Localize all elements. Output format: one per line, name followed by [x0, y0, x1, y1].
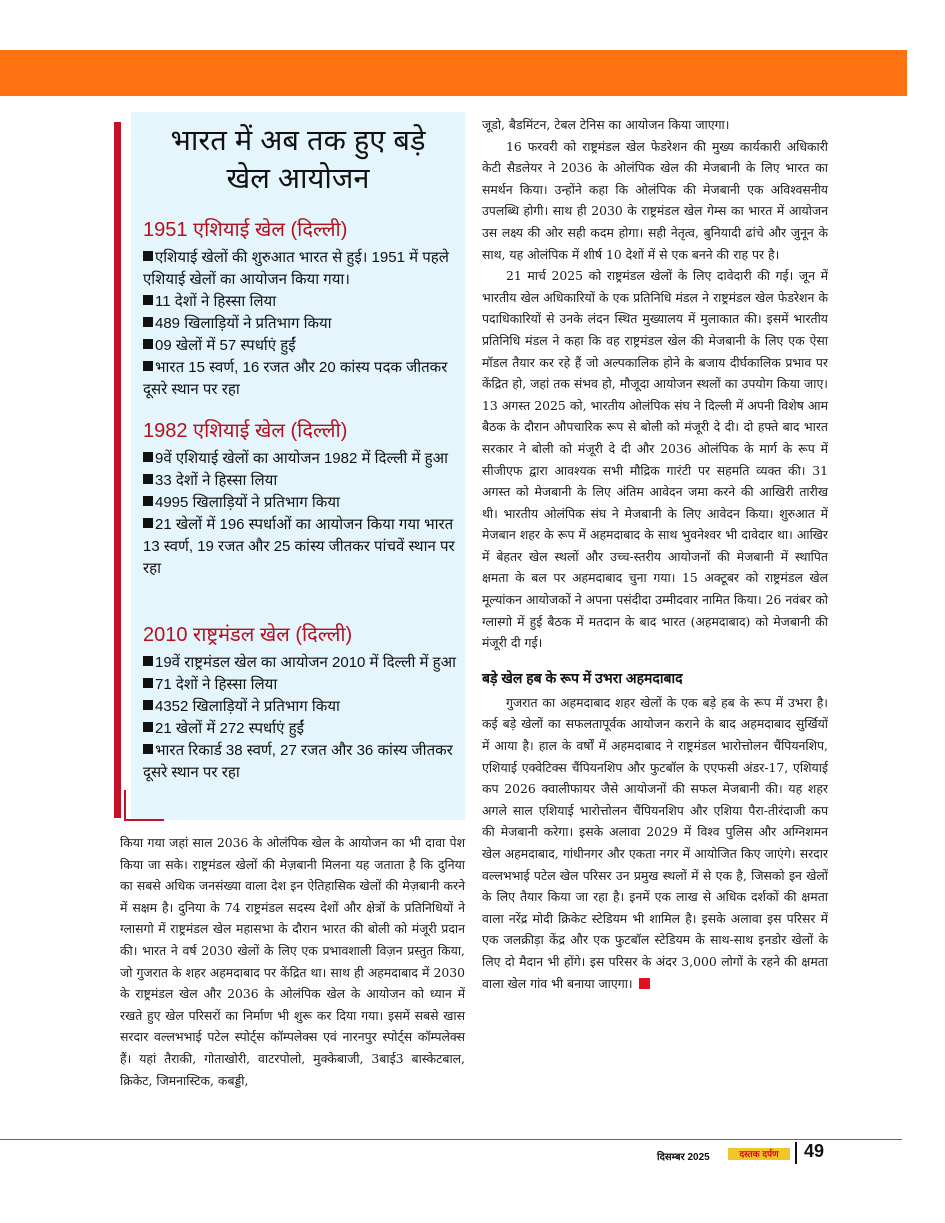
end-of-article-icon	[639, 978, 650, 989]
fact-item: 11 देशों ने हिस्सा लिया	[143, 291, 463, 313]
top-color-band	[0, 50, 907, 96]
fact-item: भारत 15 स्वर्ण, 16 रजत और 20 कांस्य पदक जीतकर दूसरे स्थान पर रहा	[143, 359, 448, 398]
bullet-square-icon	[143, 744, 153, 754]
footer-divider	[0, 1139, 902, 1140]
fact-item: 489 खिलाड़ियों ने प्रतिभाग किया	[143, 313, 463, 335]
footer-separator	[795, 1142, 797, 1164]
footer-issue-date: दिसम्बर 2025	[657, 1152, 710, 1163]
bullet-square-icon	[143, 452, 153, 462]
bullet-square-icon	[143, 678, 153, 688]
sidebar-title-line1: भारत में अब तक हुए बड़े	[170, 125, 426, 157]
bullet-square-icon	[143, 722, 153, 732]
bullet-square-icon	[143, 700, 153, 710]
body-paragraph: 16 फरवरी को राष्ट्रमंडल खेल फेडरेशन की मुख्य कार्यकारी अधिकारी केटी सैडलेयर ने 2036 के ओलंपिक खेल की मेजबानी के लिए भारत का समर्थन किया। उन्होंने कहा कि ओलंपिक की मेजबानी एक अविश्वसनीय उपलब्धि होगी। साथ ही 2030 के राष्ट्रमंडल खेल गेम्स का भारत में आयोजन उस लक्ष्य की ओर सही कदम होगा। सही नेतृत्व, बुनियादी ढांचे और जुनून के साथ, यह ओलंपिक में शीर्ष 10 देशों में से एक बनने की राह पर है।	[482, 138, 828, 262]
fact-item: 21 खेलों में 272 स्पर्धाएं हुईं	[143, 718, 463, 740]
body-paragraph: जूडो, बैडमिंटन, टेबल टेनिस का आयोजन किया जाएगा।	[482, 117, 730, 132]
body-paragraph: गुजरात का अहमदाबाद शहर खेलों के एक बड़े हब के रूप में उभरा है। कई बड़े खेलों का सफलतापूर्वक आयोजन कराने के बाद अहमदाबाद सुर्खियों में आया है। हाल के वर्षों में अहमदाबाद ने राष्ट्रमंडल भारोत्तोलन चैंपियनशिप, एशियाई एक्वेटिक्स चैंपियनशिप और फुटबॉल के एएफसी अंडर-17, एशियाई कप 2026 क्वालीफायर जैसे आयोजनों की सफल मेजबानी की। यह शहर अगले साल एशियाई भारोत्तोलन चैंपियनशिप और एशिया पैरा-तीरंदाजी कप की मेजबानी करेगा। इसके अलावा 2029 में विश्व पुलिस और अग्निशमन खेल अहमदाबाद, गांधीनगर और एकता नगर में आयोजित किए जाएंगे। सरदार वल्लभभाई पटेल खेल परिसर उन प्रमुख स्थलों में से एक है, जिसको इन खेलों के लिए तैयार किया जा रहा है। इनमें एक लाख से अधिक दर्शकों की क्षमता वाला नरेंद्र मोदी क्रिकेट स्टेडियम भी शामिल है। इसके अलावा इस परिसर में एक जलक्रीड़ा केंद्र और एक फुटबॉल स्टेडियम के साथ-साथ इनडोर खेलों के लिए दो मैदान भी होंगे। इस परिसर के अंदर 3,000 लोगों के रहने की क्षमता वाला खेल गांव भी बनाया जाएगा।	[482, 694, 828, 991]
bullet-square-icon	[143, 656, 153, 666]
body-paragraph: 21 मार्च 2025 को राष्ट्रमंडल खेलों के लिए दावेदारी की गई। जून में भारतीय खेल अधिकारियों के एक प्रतिनिधि मंडल ने राष्ट्रमंडल खेल फेडरेशन के पदाधिकारियों से उनके लंदन स्थित मुख्यालय में मुलाकात की। इसमें भारतीय प्रतिनिधि मंडल ने कहा कि वह राष्ट्रमंडल खेल की मेजबानी के लिए एक ऐसा मॉडल तैयार कर रहे हैं जो अल्पकालिक होने के बजाय दीर्घकालिक प्रभाव पर केंद्रित हो, जहां तक संभव हो, मौजूदा आयोजन स्थलों का उपयोग किया जाए। 13 अगस्त 2025 को, भारतीय ओलंपिक संघ ने दिल्ली में अपनी विशेष आम बैठक के दौरान औपचारिक रूप से बोली को मंजूरी दे दी। दो हफ्ते बाद भारत सरकार ने बोली को मंजूरी दे दी और 2036 ओलंपिक के मार्ग के रूप में सीजीएफ द्वारा आवश्यक सभी मौद्रिक गारंटी पर सहमति व्यक्त की। 31 अगस्त को मेजबानी के लिए अंतिम आवेदन जमा करने की आखिरी तारीख थी। भारतीय ओलंपिक संघ ने मेजबानी के लिए आवेदन किया। शुरुआत में मेजबान शहर के रूप में अहमदाबाद के साथ भुवनेश्वर भी दावेदार था। आखिर में बेहतर खेल स्थलों और उच्च-स्तरीय आयोजनों की मेजबानी में स्थापित क्षमता के बल पर अहमदाबाद चुना गया। 15 अक्टूबर को राष्ट्रमंडल खेल मूल्यांकन आयोजकों ने अपना पसंदीदा उम्मीदवार नामित किया। 26 नवंबर को ग्लास्गो में हुई बैठक में मतदान के बाद भारत (अहमदाबाद) को मेजबानी की मंजूरी दी गई।	[482, 268, 828, 651]
sidebar-accent-bar	[114, 122, 121, 818]
bullet-square-icon	[143, 317, 153, 327]
page-number: 49	[804, 1141, 825, 1161]
bullet-square-icon	[143, 496, 153, 506]
bullet-square-icon	[143, 474, 153, 484]
section-1982-asian-games	[143, 418, 463, 580]
bullet-square-icon	[143, 251, 153, 261]
section-heading: 1951 एशियाई खेल (दिल्ली)	[143, 219, 348, 241]
bullet-square-icon	[143, 361, 153, 371]
fact-item: 19वें राष्ट्रमंडल खेल का आयोजन 2010 में दिल्ली में हुआ	[143, 652, 463, 674]
fact-item: 09 खेलों में 57 स्पर्धाएं हुईं	[143, 335, 463, 357]
fact-item: 33 देशों ने हिस्सा लिया	[143, 470, 463, 492]
fact-item: भारत रिकार्ड 38 स्वर्ण, 27 रजत और 36 कांस्य जीतकर दूसरे स्थान पर रहा	[143, 742, 453, 781]
sidebar-title-line2: खेल आयोजन	[226, 163, 370, 195]
sidebar-accent-line	[124, 790, 126, 820]
article-column-left	[120, 832, 465, 1091]
article-column-right	[482, 114, 828, 994]
bullet-square-icon	[143, 295, 153, 305]
section-2010-commonwealth-games	[143, 622, 463, 784]
bullet-square-icon	[143, 339, 153, 349]
section-subheading: बड़े खेल हब के रूप में उभरा अहमदाबाद	[482, 669, 683, 686]
section-1951-asian-games	[143, 217, 463, 401]
fact-item: 4352 खिलाड़ियों ने प्रतिभाग किया	[143, 696, 463, 718]
fact-item: 9वें एशियाई खेलों का आयोजन 1982 में दिल्ली में हुआ	[143, 448, 463, 470]
fact-item: 4995 खिलाड़ियों ने प्रतिभाग किया	[143, 492, 463, 514]
sidebar-title	[131, 122, 465, 198]
sidebar-accent-foot	[124, 819, 164, 821]
section-heading: 1982 एशियाई खेल (दिल्ली)	[143, 420, 348, 442]
fact-item: 71 देशों ने हिस्सा लिया	[143, 674, 463, 696]
body-paragraph: किया गया जहां साल 2036 के ओलंपिक खेल के आयोजन का भी दावा पेश किया जा सके। राष्ट्रमंडल खेलों की मेज़बानी मिलना यह जताता है कि दुनिया का सबसे अधिक जनसंख्या वाला देश इन ऐतिहासिक खेलों की मेज़बानी करने में सक्षम है। दुनिया के 74 राष्ट्रमंडल सदस्य देशों और क्षेत्रों के प्रतिनिधियों ने ग्लासगो में राष्ट्रमंडल खेल महासभा के दौरान भारत की बोली को मंजूरी प्रदान की। भारत ने वर्ष 2030 खेलों के लिए एक प्रभावशाली विज़न प्रस्तुत किया, जो गुजरात के शहर अहमदाबाद पर केंद्रित था। साथ ही अहमदाबाद में 2030 के राष्ट्रमंडल खेल और 2036 के ओलंपिक खेल के आयोजन को ध्यान में रखते हुए खेल परिसरों का निर्माण भी शुरू कर दिया गया। इसमें सबसे खास सरदार वल्लभभाई पटेल स्पोर्ट्स कॉम्पलेक्स एवं नारनपुर स्पोर्ट्स कॉम्पलेक्स हैं। यहां तैराकी, गोताखोरी, वाटरपोलो, मुक्केबाजी, 3बाई3 बास्केटबाल, क्रिकेट, जिमनास्टिक, कबड्डी,	[120, 835, 465, 1088]
bullet-square-icon	[143, 518, 153, 528]
section-heading: 2010 राष्ट्रमंडल खेल (दिल्ली)	[143, 624, 353, 646]
fact-item: एशियाई खेलों की शुरुआत भारत से हुई। 1951 में पहले एशियाई खेलों का आयोजन किया गया।	[143, 249, 449, 288]
magazine-logo: दस्तक दर्पण	[728, 1148, 790, 1160]
fact-item: 21 खेलों में 196 स्पर्धाओं का आयोजन किया गया भारत 13 स्वर्ण, 19 रजत और 25 कांस्य जीतकर पांचवें स्थान पर रहा	[143, 516, 455, 577]
